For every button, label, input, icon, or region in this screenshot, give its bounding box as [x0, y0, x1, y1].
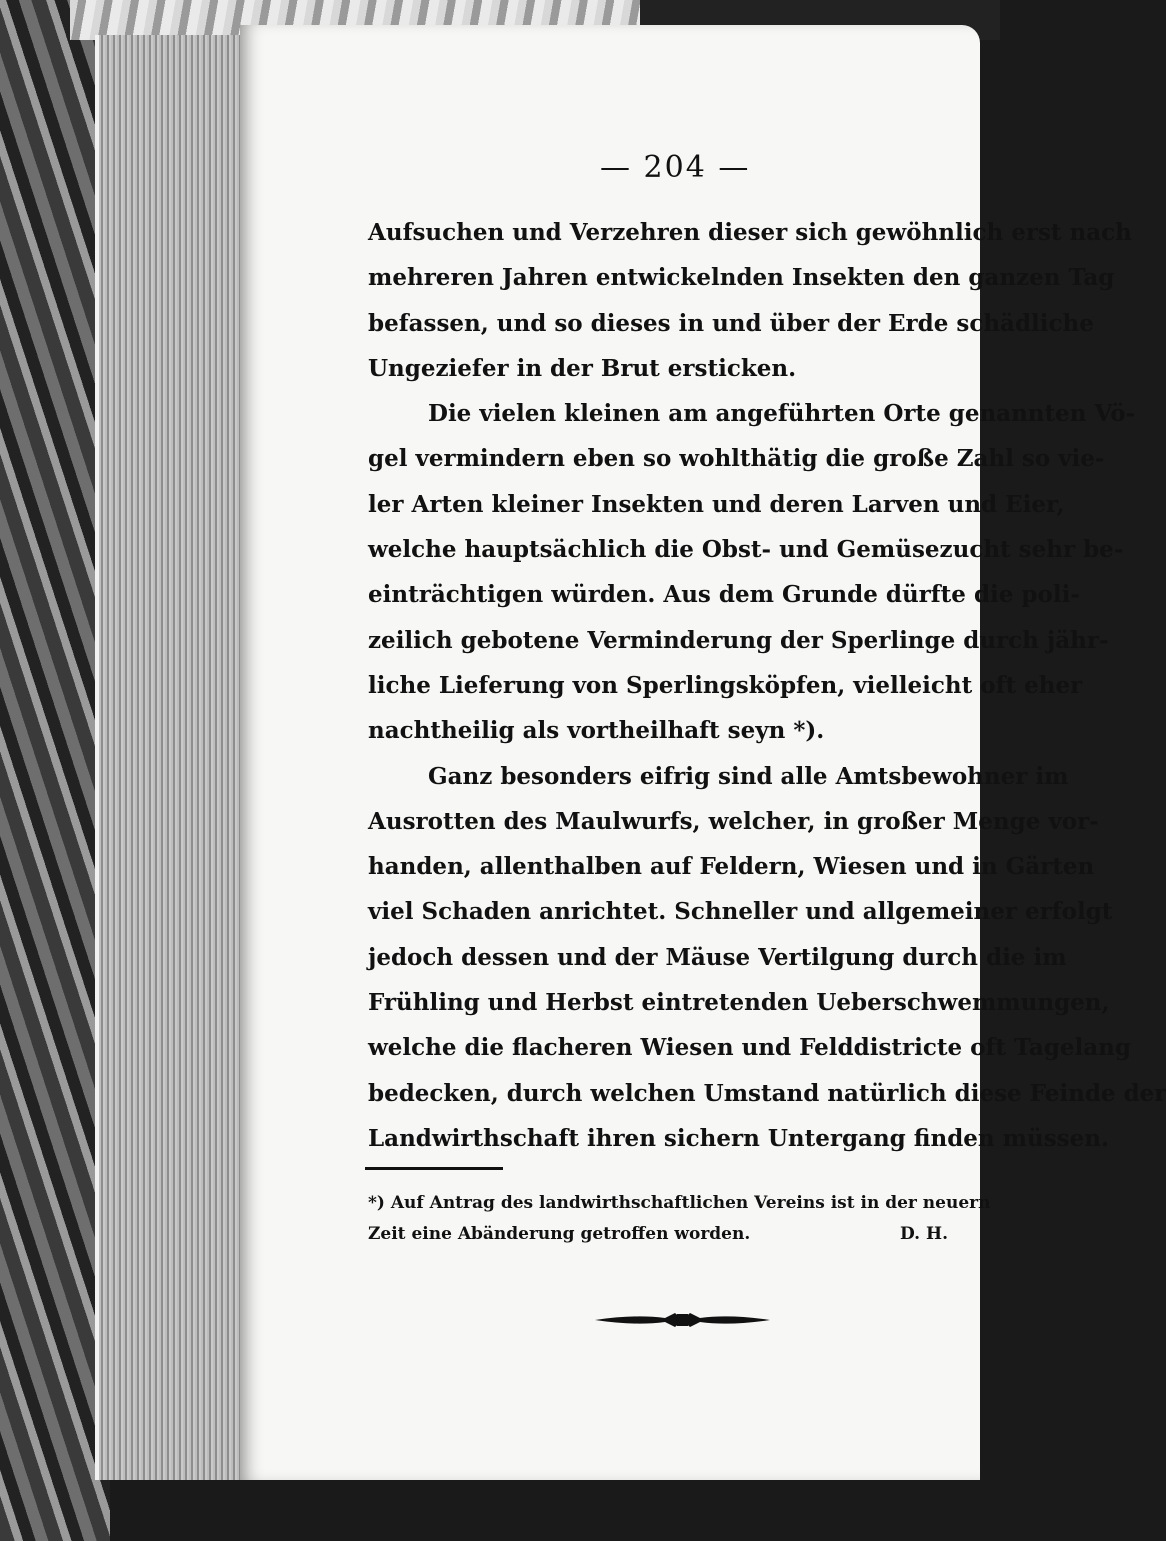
text-line: viel Schaden anrichtet. Schneller und allgemeiner erfolgt — [368, 898, 1113, 926]
text-line: jedoch dessen und der Mäuse Vertilgung durch die im — [368, 943, 1067, 971]
text-line: nachtheilig als vortheilhaft seyn *). — [368, 717, 825, 745]
text-line: Ganz besonders eifrig sind alle Amtsbewohner im — [428, 762, 1069, 790]
text-line: einträchtigen würden. Aus dem Grunde dürfte die poli- — [368, 581, 1080, 609]
text-line: liche Lieferung von Sperlingsköpfen, vielleicht oft eher — [368, 671, 1083, 699]
footnote-rule — [365, 1167, 503, 1170]
text-line: Die vielen kleinen am angeführten Orte genannten Vö- — [428, 400, 1136, 428]
text-line: welche hauptsächlich die Obst- und Gemüsezucht sehr be- — [368, 536, 1124, 564]
text-line: Ungeziefer in der Brut ersticken. — [368, 354, 797, 382]
footnote-line: *) Auf Antrag des landwirthschaftlichen Vereins ist in der neuern — [368, 1193, 991, 1213]
text-line: mehreren Jahren entwickelnden Insekten den ganzen Tag — [368, 264, 1115, 292]
text-line: Landwirthschaft ihren sichern Untergang finden müssen. — [368, 1124, 1109, 1152]
text-line: bedecken, durch welchen Umstand natürlich diese Feinde der — [368, 1079, 1166, 1107]
page-number: — 204 — — [600, 150, 751, 185]
text-line: welche die flacheren Wiesen und Felddistricte oft Tagelang — [368, 1034, 1131, 1062]
text-line: handen, allenthalben auf Feldern, Wiesen und in Gärten — [368, 853, 1095, 881]
body-text — [368, 210, 1166, 1161]
marbled-cover — [0, 0, 110, 1541]
ornament-divider — [595, 1308, 770, 1332]
text-line: ler Arten kleiner Insekten und deren Larven und Eier, — [368, 490, 1065, 518]
footnote — [368, 1188, 991, 1250]
text-line: Aufsuchen und Verzehren dieser sich gewöhnlich erst nach — [368, 219, 1132, 246]
page-edges — [95, 35, 249, 1480]
text-line: zeilich gebotene Verminderung der Sperlinge durch jähr- — [368, 626, 1109, 654]
text-line: gel vermindern eben so wohlthätig die große Zahl so vie- — [368, 445, 1105, 473]
text-line: Frühling und Herbst eintretenden Ueberschwemmungen, — [368, 989, 1110, 1017]
footnote-signature: D. H. — [900, 1224, 948, 1244]
text-line: befassen, und so dieses in und über der Erde schädliche — [368, 309, 1094, 337]
footnote-line: Zeit eine Abänderung getroffen worden. — [368, 1224, 751, 1244]
text-line: Ausrotten des Maulwurfs, welcher, in großer Menge vor- — [368, 807, 1099, 835]
